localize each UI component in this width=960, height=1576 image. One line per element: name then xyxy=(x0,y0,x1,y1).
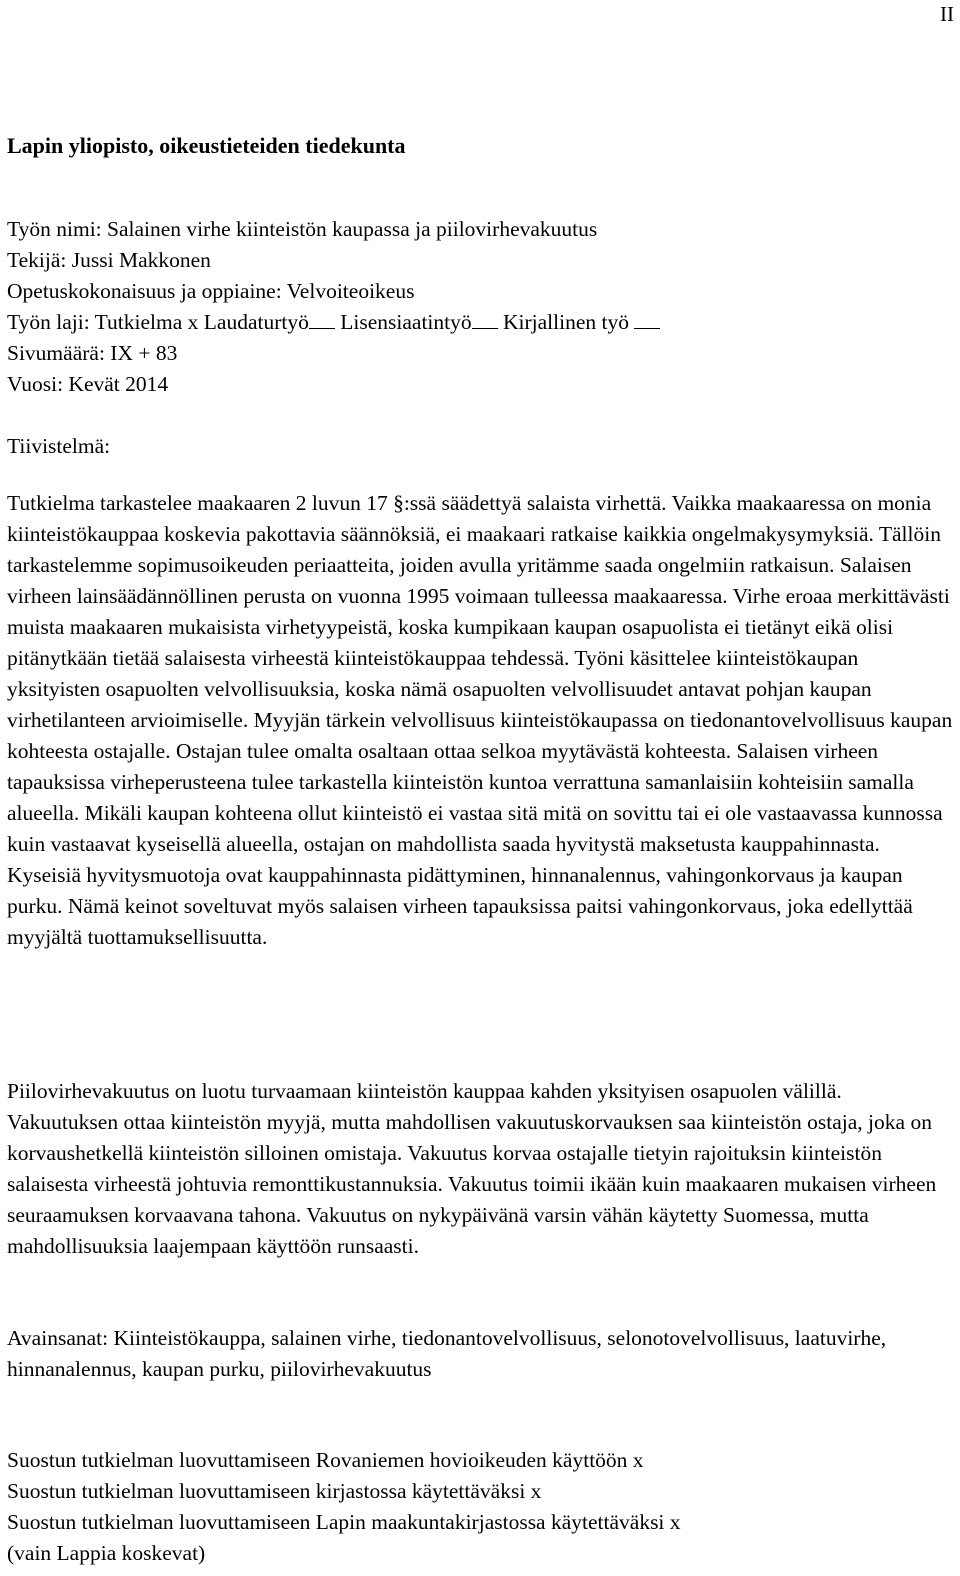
abstract-paragraph-1: Tutkielma tarkastelee maakaaren 2 luvun 17 §:ssä säädettyä salaista virhettä. Vaikka maakaaressa on monia kiinteistökauppaa koskevia pakottavia säännöksiä, ei maakaari ratkaise kaikkia ongelmakysymyksiä. Tällöin tarkastelemme sopimusoikeuden periaatteita, joiden avulla yritämme saada ongelmiin ratkaisun. Salaisen virheen lainsäädännöllinen perusta on vuonna 1995 voimaan tulleessa maakaaressa. Virhe eroaa merkittävästi muista maakaaren mukaisista virhetyypeistä, koska kumpikaan kaupan osapuolista ei tietänyt eikä olisi pitänytkään tietää salaisesta virheestä kiinteistökauppaa tehdessä. Työni käsittelee kiinteistökaupan yksityisten osapuolten velvollisuuksia, koska nämä osapuolten velvollisuudet antavat pohjan kaupan virhetilanteen arvioimiselle. Myyjän tärkein velvollisuus kiinteistökaupassa on tiedonantovelvollisuus kaupan kohteesta ostajalle. Ostajan tulee omalta osaltaan ottaa selkoa myytävästä kohteesta. Salaisen virheen tapauksissa virheperusteena tulee tarkastella kiinteistön kuntoa verrattuna samanlaisiin kohteisiin samalla alueella. Mikäli kaupan kohteena ollut kiinteistö ei vastaa sitä mitä on sovittu tai ei ole vastaavassa kunnossa kuin vastaavat kyseisellä alueella, ostajan on mahdollista saada hyvitystä maksetusta kauppahinnasta. Kyseisiä hyvitysmuotoja ovat kauppahinnasta pidättyminen, hinnanalennus, vahingonkorvaus ja kaupan purku. Nämä keinot soveltuvat myös salaisen virheen tapauksissa paitsi vahingonkorvaus, joka edellyttää myyjältä tuottamuksellisuutta. xyxy=(7,491,953,949)
work-type-line xyxy=(7,307,955,338)
author-line: Tekijä: Jussi Makkonen xyxy=(7,248,211,272)
thesis-metadata xyxy=(7,214,955,400)
abstract-paragraph-2: Piilovirhevakuutus on luotu turvaamaan kiinteistön kauppaa kahden yksityisen osapuolen välillä. Vakuutuksen ottaa kiinteistön myyjä, mutta mahdollisen vakuutuskorvauksen saa kiinteistön ostaja, joka on korvaushetkellä kiinteistön silloinen omistaja. Vakuutus korvaa ostajalle tietyin rajoituksin kiinteistön salaisesta virheestä johtuvia remonttikustannuksia. Vakuutus toimii ikään kuin maakaaren mukaisen virheen seuraamuksen korvaavana tahona. Vakuutus on nykypäivänä varsin vähän käytetty Suomessa, mutta mahdollisuuksia laajempaan käyttöön runsaasti. xyxy=(7,1079,937,1258)
page-number: II xyxy=(940,2,954,26)
page-count-line: Sivumäärä: IX + 83 xyxy=(7,341,178,365)
consent-note: (vain Lappia koskevat) xyxy=(7,1541,206,1565)
thesis-title-line: Työn nimi: Salainen virhe kiinteistön kaupassa ja piilovirhevakuutus xyxy=(7,217,598,241)
year-line: Vuosi: Kevät 2014 xyxy=(7,372,169,396)
blank-line xyxy=(472,308,498,329)
work-type-label: Työn laji: Tutkielma x Laudaturtyö xyxy=(7,310,309,334)
keywords: Avainsanat: Kiinteistökauppa, salainen virhe, tiedonantovelvollisuus, selonotovelvollisuus, laatuvirhe, hinnanalennus, kaupan purku, piilovirhevakuutus xyxy=(7,1326,887,1381)
work-type-option-licentiate: Lisensiaatintyö xyxy=(340,310,472,334)
work-type-option-written: Kirjallinen työ xyxy=(503,310,629,334)
consent-item: Suostun tutkielman luovuttamiseen Rovaniemen hovioikeuden käyttöön x xyxy=(7,1448,644,1472)
blank-line xyxy=(634,308,660,329)
blank-line xyxy=(309,308,335,329)
consent-statements xyxy=(7,1445,955,1569)
subject-line: Opetuskokonaisuus ja oppiaine: Velvoiteoikeus xyxy=(7,279,415,303)
abstract-label: Tiivistelmä: xyxy=(7,434,111,458)
consent-item: Suostun tutkielman luovuttamiseen Lapin maakuntakirjastossa käytettäväksi x xyxy=(7,1510,681,1534)
faculty-heading: Lapin yliopisto, oikeustieteiden tiedekunta xyxy=(7,133,406,158)
consent-item: Suostun tutkielman luovuttamiseen kirjastossa käytettäväksi x xyxy=(7,1479,542,1503)
